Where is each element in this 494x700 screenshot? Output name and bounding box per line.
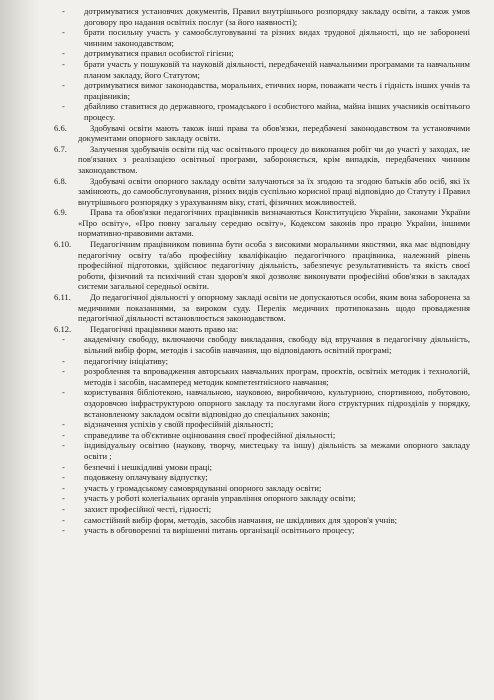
- list-item: - дбайливо ставитися до державного, громадського і особистого майна, майна інших учасників освітнього процесу.: [62, 101, 470, 122]
- document-body: [54, 6, 470, 536]
- paragraph-6-8: 6.8. Здобувачі освіти опорного закладу освіти залучаються за їх згодою та згодою батьків або осіб, які їх замінюють, до самообслуговування, різних видів суспільно корисної праці відповідно до Статуту і Правил внутрішнього розпорядку з урахуванням віку, статі, фізичних можливостей.: [54, 175, 470, 207]
- list-item: - безпечні і нешкідливі умови праці;: [62, 461, 213, 472]
- list-item: - подовжену оплачувану відпустку;: [62, 472, 208, 483]
- list-item: - брати участь у пошуковій та науковій діяльності, передбаченій навчальними програмами та навчальним планом закладу, його Статутом;: [62, 58, 470, 80]
- list-item: - самостійний вибір форм, методів, засобів навчання, не шкідливих для здоров'я учнів;: [62, 514, 398, 525]
- teacher-rights-list: [54, 334, 470, 535]
- scan-edge-shadow: [0, 0, 40, 700]
- list-item: - дотримуватися правил особистої гігієни;: [62, 48, 234, 59]
- list-item: - участь у роботі колегіальних органів управління опорного закладу освіти;: [62, 493, 356, 504]
- list-item: - академічну свободу, включаючи свободу викладання, свободу від втручання в педагогічну діяльність, вільний вибір форм, методів і засобів навчання, що відповідають освітній програмі;: [62, 334, 470, 355]
- list-item: - захист професійної честі, гідності;: [62, 503, 212, 514]
- list-item: - індивідуальну освітню (наукову, творчу, мистецьку та іншу) діяльність за межами опорного закладу освіти ;: [62, 440, 470, 461]
- paragraph-6-10: 6.10. Педагогічним працівником повинна бути особа з високими моральними якостями, яка має відповідну педагогічну освіту та/або професійну кваліфікацію педагогічного працівника, належний рівень професійної підготовки, здійснює педагогічну діяльність, забезпечує результативність та якість своєї роботи, фізичний та психічний стан здоров'я якої дозволяє виконувати професійні обов'язки в закладах системи загальної середньої освіти.: [54, 239, 470, 292]
- paragraph-6-12: 6.12. Педагогічні працівники мають право на:: [54, 323, 239, 334]
- list-item: - дотримуватися вимог законодавства, моральних, етичних норм, поважати честь і гідність інших учнів та працівників;: [62, 80, 470, 101]
- list-item: - справедливе та об'єктивне оцінювання своєї професійної діяльності;: [62, 429, 336, 440]
- list-item: - участь в обговоренні та вирішенні питань організації освітнього процесу;: [62, 525, 355, 536]
- paragraph-6-11: 6.11. До педагогічної діяльності у опорному закладі освіти не допускаються особи, яким вона заборонена за медичними показаннями, за вироком суду. Перелік медичних протипоказань щодо провадження педагогічної діяльності встановлюється законодавством.: [54, 292, 470, 324]
- paragraph-6-6: 6.6. Здобувачі освіти мають також інші права та обов'язки, передбачені законодавством та установчими документами опорного закладу освіти.: [54, 122, 470, 144]
- paragraph-6-9: 6.9. Права та обов'язки педагогічних працівників визначаються Конституцією України, законами України «Про освіту», «Про повну загальну середню освіту», Кодексом законів про працю України, іншими нормативно-правовими актами.: [54, 207, 470, 239]
- paragraph-6-7: 6.7. Залучення здобувачів освіти під час освітнього процесу до виконання робіт чи до участі у заходах, не пов'язаних з реалізацією освітньої програми, забороняється, крім випадків, передбачених чинним законодавством.: [54, 143, 470, 175]
- list-item: - відзначення успіхів у своїй професійній діяльності;: [62, 419, 274, 430]
- list-item: - педагогічну ініціативу;: [62, 355, 169, 366]
- student-duties-list: [54, 6, 470, 123]
- list-item: - брати посильну участь у самообслуговуванні та різних видах трудової діяльності, що не заборонені чинним законодавством;: [62, 27, 470, 48]
- list-item: - дотримуватися установчих документів, Правил внутрішнього розпорядку закладу освіти, а також умов договору про надання освітніх послуг (за його наявності);: [62, 6, 470, 27]
- list-item: - користування бібліотекою, навчальною, науковою, виробничою, культурною, спортивною, побутовою, оздоровчою інфраструктурою опорного закладу та послугами його структурних підрозділів у порядку, встановленому закладом освіти відповідно до спеціальних законів;: [62, 387, 470, 419]
- list-item: - розроблення та впровадження авторських навчальних програм, проєктів, освітніх методик і технологій, методів і засобів, насамперед методик компетентнісного навчання;: [62, 366, 470, 387]
- list-item: - участь у громадському самоврядуванні опорного закладу освіти;: [62, 482, 322, 493]
